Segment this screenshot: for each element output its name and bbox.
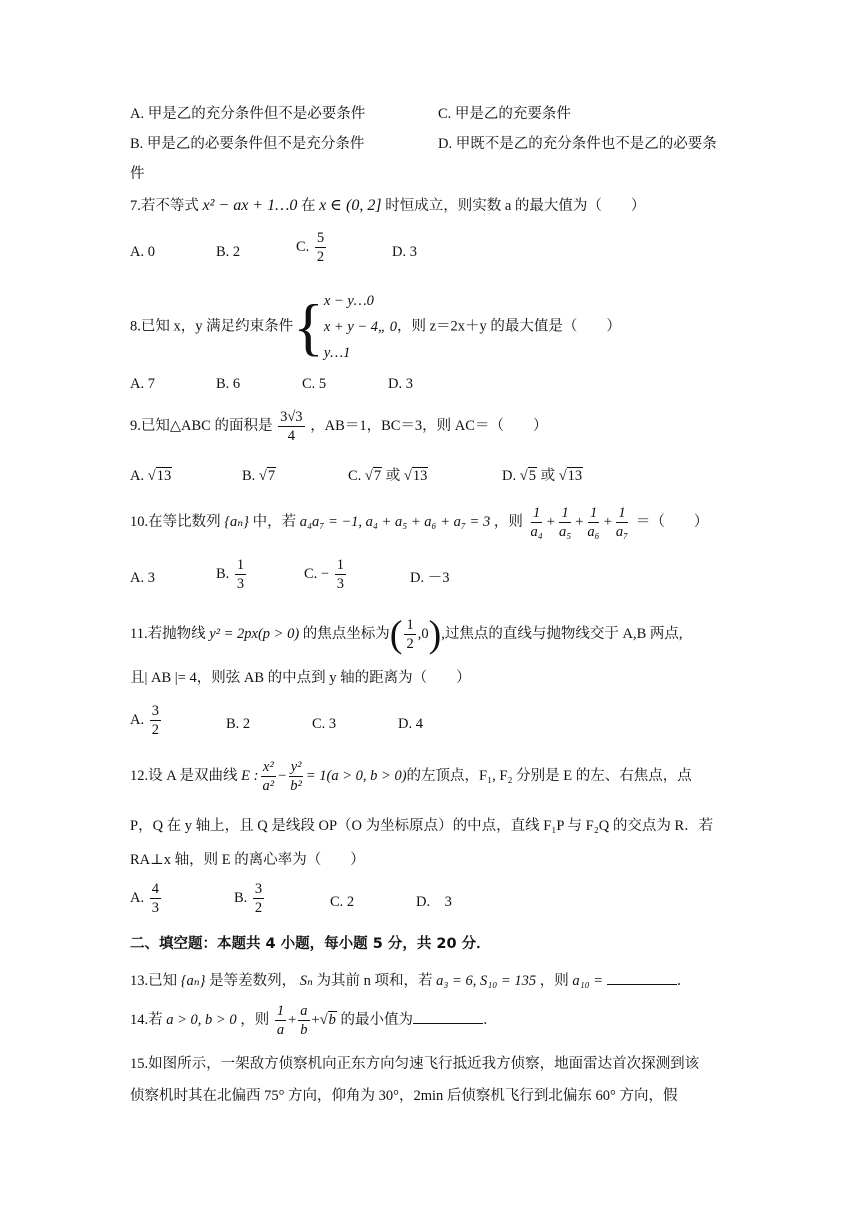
q11-suffix: ,过焦点的直线与抛物线交于 A,B 两点, [441, 626, 683, 642]
q11-option-b: B. 2 [226, 716, 251, 732]
q9-suffix: ，AB＝1，BC＝3，则 AC＝（ ） [310, 418, 548, 434]
q11-stem [130, 614, 683, 654]
q7-option-a: A. 0 [130, 244, 155, 260]
q13-then: ，则 [539, 973, 569, 989]
plus-sign: + [311, 1012, 320, 1028]
q8-constraint-2: x + y − 4„ 0 [323, 319, 397, 335]
q13-end: ． [676, 973, 692, 989]
fraction-denominator: 4 [287, 428, 295, 445]
q12-option-a [130, 880, 163, 917]
fraction-denominator: 3 [336, 576, 344, 592]
q6-option-b: B. 甲是乙的必要条件但不是充分条件 [130, 136, 365, 152]
right-paren-icon: ) [428, 613, 442, 656]
fraction-denominator: b [300, 1022, 308, 1039]
q9-option-b: B. √7 [242, 468, 276, 484]
q13-mid: 是等差数列， [209, 973, 297, 989]
q8-constraint-system [324, 288, 397, 366]
sqrt-radicand: 7 [267, 468, 276, 484]
section-2-heading: 二、填空题：本题共 4 小题，每小题 5 分，共 20 分． [130, 936, 491, 952]
q10-option-c-fraction [335, 556, 346, 593]
q14-prefix: 14.若 [130, 1012, 163, 1028]
q11-option-a [130, 702, 163, 739]
q10-frac-2 [557, 504, 573, 541]
q11-mid: 的焦点坐标为 [302, 626, 390, 642]
q13-text: 为其前 n 项和，若 [316, 973, 433, 989]
q11-option-c: C. 3 [312, 716, 337, 732]
q9-option-a-label: A. [130, 468, 145, 484]
q12-option-b [234, 880, 266, 917]
sqrt-radicand: 5 [528, 468, 536, 484]
q12-option-a-label: A. [130, 889, 145, 906]
fraction-numerator: 4 [151, 881, 159, 897]
q7-option-b: B. 2 [216, 244, 241, 260]
q8-constraint-3: y…1 [323, 345, 351, 361]
fraction-numerator: 1 [618, 505, 626, 522]
left-brace-icon: { [293, 291, 324, 362]
q14-frac-1 [275, 1002, 286, 1039]
sqrt-radicand: b [328, 1012, 336, 1028]
q10-condition: a₄a₇ = −1, a₄ + a₅ + a₆ + a₇ = 3 [299, 514, 491, 530]
q7-option-c [296, 229, 328, 266]
q14-then: ，则 [240, 1012, 270, 1028]
q12-equation-tail: = 1(a > 0, b > 0) [305, 768, 407, 784]
q15-line-1: 15.如图所示，一架敌方侦察机向正东方向匀速飞行抵近我方侦察，地面雷达首次探测到该 [130, 1056, 700, 1072]
q10-option-b [216, 556, 248, 593]
q8-constraint-1: x − y…0 [323, 293, 374, 309]
fraction-numerator: 1 [336, 557, 344, 573]
q10-mid: 中，若 [252, 514, 297, 530]
q12-option-b-fraction [253, 880, 264, 917]
q12-option-b-label: B. [234, 889, 248, 906]
q12-option-a-fraction [150, 880, 161, 917]
q11-line-2: 且| AB |= 4，则弦 AB 的中点到 y 轴的距离为（ ） [130, 670, 471, 686]
q12-curve-name: E : [241, 768, 259, 784]
q14-stem: 14.若 a > 0, b > 0 ，则 $\frac{1}{a}$ + $\frac{a}{b}$ +√b 的最小值为 ． [130, 1003, 498, 1039]
sqrt-radicand: 13 [412, 468, 428, 484]
q11-option-d: D. 4 [398, 716, 423, 732]
q9-stem [130, 406, 547, 446]
or-text: 或 [385, 468, 401, 484]
fraction-denominator: a₄ [530, 524, 543, 541]
fraction-numerator: 5 [316, 230, 325, 246]
q10-option-c [304, 556, 348, 593]
fraction-denominator: a₅ [558, 524, 572, 541]
q10-frac-1 [528, 504, 544, 541]
q10-option-a: A. 3 [130, 570, 155, 586]
q10-frac-3 [585, 504, 601, 541]
q12-option-c: C. 2 [330, 894, 355, 910]
fraction-numerator: y² [290, 759, 302, 776]
q11-focus-fraction [404, 616, 415, 653]
fraction-numerator: 3 [254, 881, 263, 897]
q13-answer-blank[interactable] [607, 970, 677, 985]
or-text: 或 [540, 468, 556, 484]
q10-prefix: 10.在等比数列 [130, 514, 221, 530]
fraction-denominator: a [276, 1022, 285, 1039]
q9-option-c: C. √7 或 √13 [348, 468, 428, 484]
fraction-numerator: 3√3 [280, 409, 303, 426]
q13-stem [130, 970, 691, 991]
q9-option-c-label: C. [348, 468, 362, 484]
fraction-denominator: 2 [151, 722, 159, 738]
q14-suffix: 的最小值为 [340, 1012, 414, 1028]
q8-option-a: A. 7 [130, 376, 155, 392]
fraction-denominator: b² [290, 778, 302, 795]
q6-option-d-tail: 件 [130, 166, 145, 182]
q7-option-c-label: C. [296, 238, 310, 255]
q7-option-d: D. 3 [392, 244, 417, 260]
q7-prefix: 7.若不等式 [130, 198, 199, 214]
q8-option-d: D. 3 [388, 376, 413, 392]
fraction-denominator: 2 [406, 636, 414, 653]
q8-stem [130, 288, 621, 366]
q15-line-2: 侦察机时其在北偏西 75° 方向，仰角为 30°，2min 后侦察机飞行到北偏东 60° 方向，假 [130, 1088, 678, 1104]
q10-option-b-label: B. [216, 565, 230, 582]
q11-equation: y² = 2px(p > 0) [209, 626, 300, 642]
q10-stem: 10.在等比数列 {aₙ} 中，若 a₄a₇ = −1, a₄ + a₅ + a₆ + a₇ = 3 ，则 $\frac{1}{\text{a₄}}$ + $\frac{1}{\text{a₅}}$ + $\frac{1}{\text{a₆}}$ + $\frac{1}{\text{a₇}}$ ＝（ ） [130, 505, 709, 541]
q8-option-c: C. 5 [302, 376, 327, 392]
fraction-numerator: 1 [406, 617, 414, 634]
q11-option-a-fraction [150, 702, 161, 739]
q14-end: ． [483, 1012, 498, 1028]
q9-option-d-label: D. [502, 468, 517, 484]
q11-option-a-label: A. [130, 711, 145, 728]
q7-suffix: 时恒成立，则实数 a 的最大值为（ ） [385, 198, 646, 214]
q10-option-c-label: C. − [304, 565, 330, 582]
fraction-numerator: 1 [532, 505, 541, 522]
q14-frac-2 [298, 1002, 309, 1039]
q13-target: a₁₀ = [572, 973, 604, 989]
q7-option-c-fraction [315, 229, 326, 266]
sqrt-radicand: 7 [373, 468, 382, 484]
q13-condition: a₃ = 6, S₁₀ = 135 [436, 973, 537, 989]
fraction-numerator: 1 [236, 557, 245, 573]
q10-suffix: ＝（ ） [635, 514, 709, 530]
q11-focus-y: ,0 [417, 626, 429, 642]
left-paren-icon: ( [389, 613, 403, 656]
fraction-denominator: a₇ [615, 524, 629, 541]
q14-answer-blank[interactable] [413, 1009, 483, 1024]
fraction-numerator: 1 [561, 505, 569, 522]
fraction-numerator: a [300, 1003, 308, 1020]
fraction-denominator: 3 [151, 900, 159, 916]
q12-y-fraction [288, 758, 304, 795]
q14-condition: a > 0, b > 0 [166, 1012, 237, 1028]
q9-option-d: D. √5 或 √13 [502, 468, 583, 484]
q12-line-2: P，Q 在 y 轴上，且 Q 是线段 OP（O 为坐标原点）的中点，直线 F₁P 与 F₂Q 的交点为 R．若 [130, 818, 714, 834]
q7-mid: 在 [300, 198, 316, 214]
q10-frac-4 [614, 504, 630, 541]
fraction-denominator: 2 [254, 900, 263, 916]
q7-domain: x ∈ (0, 2] [319, 197, 382, 214]
fraction-denominator: a² [262, 778, 275, 795]
q13-sequence: {aₙ} [180, 973, 206, 989]
q8-prefix: 8.已知 x，y 满足约束条件 [130, 318, 294, 335]
q11-prefix: 11.若抛物线 [130, 626, 206, 642]
q13-prefix: 13.已知 [130, 973, 178, 989]
q9-option-a: A. √13 [130, 468, 172, 484]
sqrt-radicand: 13 [156, 468, 172, 484]
q9-prefix: 9.已知△ABC 的面积是 [130, 418, 273, 434]
q6-option-a: A. 甲是乙的充分条件但不是必要条件 [130, 106, 366, 122]
q10-option-d: D. －3 [410, 570, 450, 586]
q10-sequence: {aₙ} [224, 514, 249, 530]
q10-then: ，则 [493, 514, 523, 530]
fraction-numerator: 1 [276, 1003, 285, 1020]
fraction-denominator: 3 [236, 576, 245, 592]
q10-option-b-fraction [235, 556, 246, 593]
fraction-denominator: a₆ [587, 524, 600, 541]
q7-inequality: x² − ax + 1…0 [202, 197, 298, 214]
q9-area-fraction [278, 408, 304, 445]
q13-sn: Sₙ [299, 973, 313, 989]
q12-suffix: 的左顶点，F₁, F₂ 分别是 E 的左、右焦点，点 [406, 768, 692, 784]
q12-option-d: D. 3 [416, 894, 452, 910]
q8-suffix: ，则 z＝2x＋y 的最大值是（ ） [396, 318, 621, 335]
q6-option-d: D. 甲既不是乙的充分条件也不是乙的必要条 [438, 136, 717, 152]
q12-line-3: RA⊥x 轴，则 E 的离心率为（ ） [130, 852, 365, 868]
sqrt-radicand: 13 [567, 468, 583, 484]
q12-stem: 12.设 A 是双曲线 E : $\frac{\text{x²}}{\text{a²}}$ − $\frac{\text{y²}}{\text{b²}}$ = 1(a > 0, b > 0)的左顶点，F₁, F₂ 分别是 E 的左、右焦点，点 [130, 759, 692, 795]
q7-stem [130, 196, 645, 216]
fraction-denominator: 2 [316, 249, 325, 265]
q9-option-b-label: B. [242, 468, 256, 484]
q8-option-b: B. 6 [216, 376, 241, 392]
fraction-numerator: 3 [151, 703, 159, 719]
q6-option-c: C. 甲是乙的充要条件 [438, 106, 571, 122]
fraction-numerator: 1 [589, 505, 598, 522]
plus-sign: + [288, 1012, 297, 1028]
q12-prefix: 12.设 A 是双曲线 [130, 768, 238, 784]
q12-x-fraction [260, 758, 276, 795]
fraction-numerator: x² [262, 759, 274, 776]
